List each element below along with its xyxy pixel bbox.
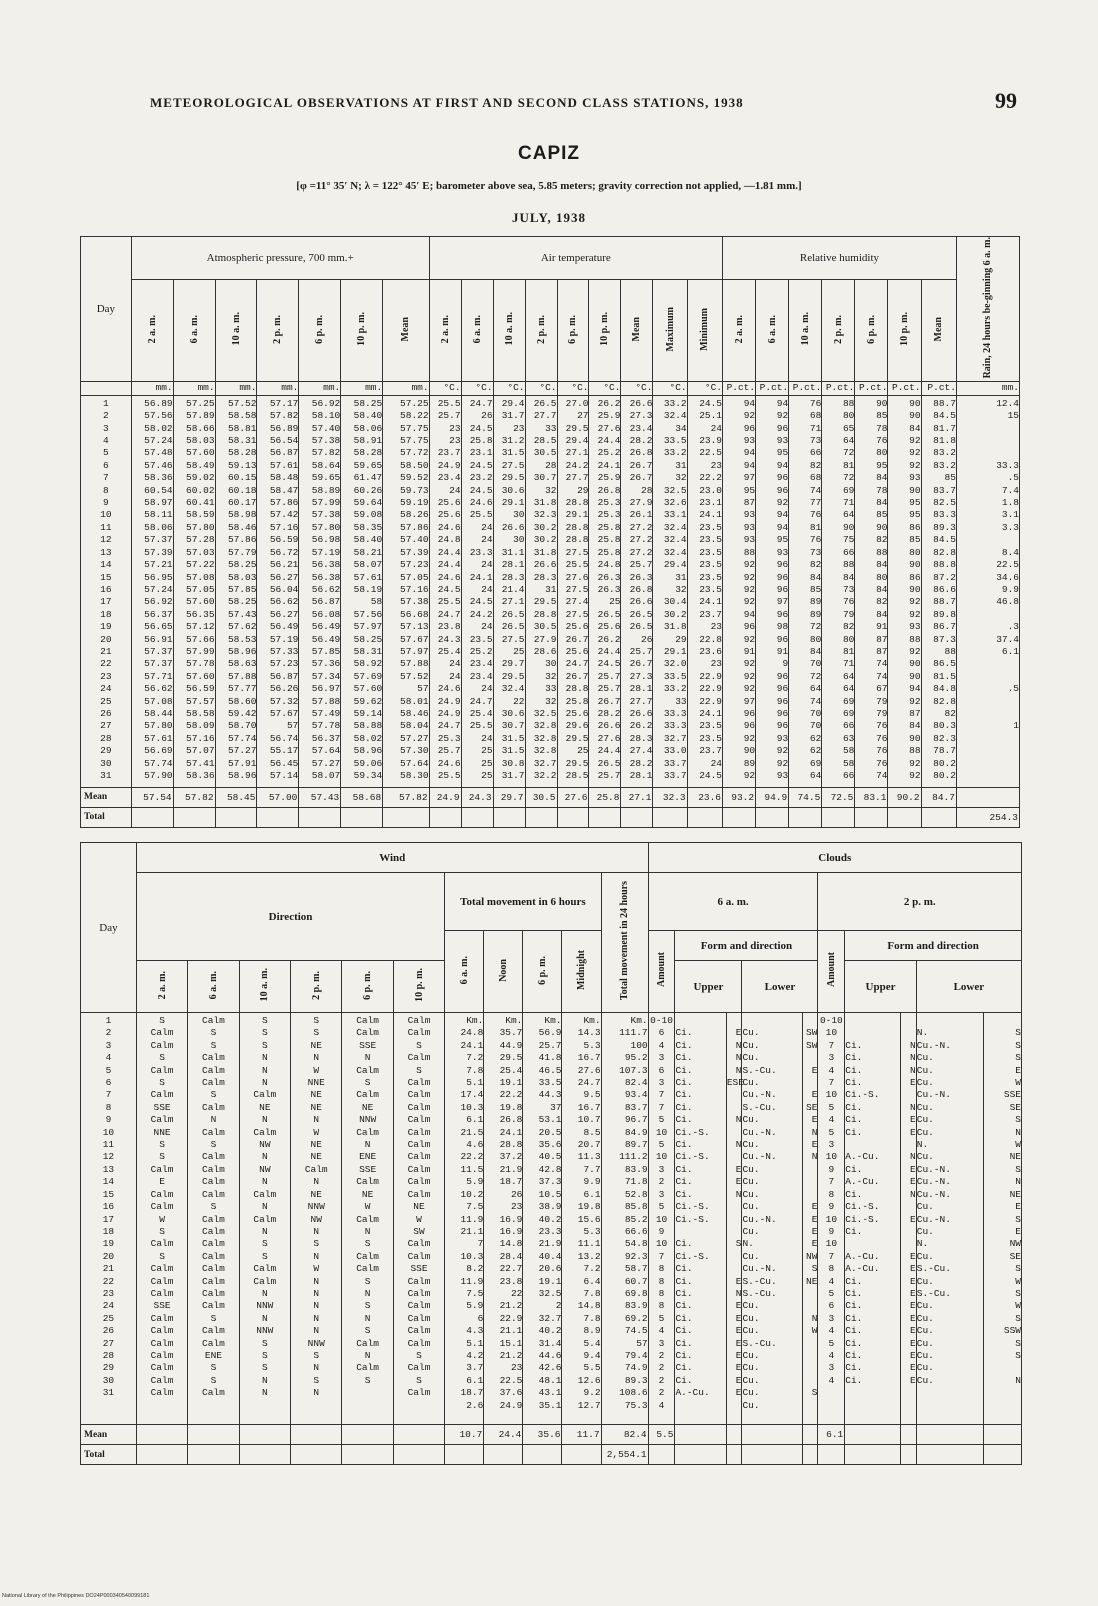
humidity-column: 90 85 78 76 80 95 84 78 84 85 90 82 88 84 80 84 82 84 91 87 87 74 74 67 79 79 76 76 76 76 74 — [855, 395, 888, 787]
mean-value: 93.2 — [723, 787, 756, 807]
mean-value: 29.7 — [493, 787, 525, 807]
mov-hour-header: 6 a. m. — [445, 931, 484, 1013]
mov-hour-header: 6 p. m. — [523, 931, 562, 1013]
dir-hour-header: 2 p. m. — [291, 961, 342, 1013]
mean-value: 83.1 — [855, 787, 888, 807]
unit-label: °C. — [687, 382, 722, 395]
mean-value: 58.45 — [215, 787, 257, 807]
pressure-hour-header: 2 a. m. — [131, 279, 173, 382]
pm2-header: 2 p. m. — [818, 873, 1022, 931]
wind-clouds-table — [80, 842, 1022, 1465]
am-amount-header: Amount — [648, 931, 675, 1013]
am-upper-header: Upper — [675, 961, 742, 1013]
temp-max-header: Maximum — [653, 279, 687, 382]
temp-mean-header: Mean — [621, 279, 653, 382]
humidity-mean-column: 88.7 84.5 81.7 81.8 83.2 83.2 85 83.7 82.5 83.3 89.3 84.5 82.8 88.8 87.2 86.6 88.7 89.8 86.7 87.3 88 86.5 81.5 84.8 82.8 82 80.3 82.3 78.7 80.2 80.2 — [921, 395, 956, 787]
unit-label: °C. — [653, 382, 687, 395]
unit-label: °C. — [461, 382, 493, 395]
rain-column: 12.4 15 33.3 .5 7.4 1.8 3.1 3.3 8.4 22.5 34.6 9.9 46.8 .3 37.4 6.1 .5 1 — [956, 395, 1019, 787]
humidity-column: 94 92 96 93 95 94 96 96 92 94 94 95 93 96 96 96 97 96 98 96 91 9 96 96 96 96 96 93 92 92 93 — [756, 395, 789, 787]
pressure-group-header: Atmospheric pressure, 700 mm.+ — [131, 237, 429, 280]
unit-label: mm. — [341, 382, 383, 395]
unit-label: mm. — [956, 382, 1019, 395]
wind-direction-column: S S S N N N Calm NE N Calm NW N NW N Calm N Calm N S S Calm Calm N NNW N NNW S S S N N — [239, 1013, 290, 1425]
pm-lower-dir-column: S S S E W SSE SE S N W NE S N NE E S E NW SE S W S W S SSW S S N — [1003, 1027, 1021, 1386]
dir-hour-header: 10 p. m. — [393, 961, 444, 1013]
mean-value: 74.5 — [789, 787, 822, 807]
pressure-mean-column: 57.25 58.22 57.75 57.75 57.72 58.50 59.52 59.73 59.19 58.26 57.86 57.40 57.39 57.23 57.05 57.16 57.38 56.68 57.13 57.67 57.97 57.88 57.52 57 58.01 58.46 58.04 57.27 57.30 57.64 58.30 — [383, 395, 429, 787]
mean-row-label: Mean — [81, 787, 132, 807]
mean-value: 27.6 — [557, 787, 589, 807]
mean-value: 32.3 — [653, 787, 687, 807]
unit-label: °C. — [589, 382, 621, 395]
movement-header: Total movement in 6 hours — [445, 873, 601, 931]
humidity-group-header: Relative humidity — [723, 237, 957, 280]
unit-label: Km. — [630, 1015, 648, 1026]
movement-total: 2,554.1 — [601, 1445, 648, 1465]
pressure-column: 57.52 58.58 58.81 58.31 58.28 59.13 60.15 60.18 60.17 58.98 58.46 57.86 57.79 58.25 58.03 57.85 58.25 57.43 57.62 58.53 58.96 58.63 57.88 57.77 58.60 59.42 58.70 57.74 57.27 57.91 58.96 — [215, 395, 257, 787]
station-name: CAPIZ — [518, 143, 580, 164]
dir-hour-header: 10 a. m. — [239, 961, 290, 1013]
mean-value: 57.82 — [383, 787, 429, 807]
pm-lower-header: Lower — [916, 961, 1021, 1013]
unit-label: P.ct. — [789, 382, 822, 395]
temp-hour-header: 10 a. m. — [493, 279, 525, 382]
am6-header: 6 a. m. — [648, 873, 818, 931]
running-title: METEOROLOGICAL OBSERVATIONS AT FIRST AND SECOND CLASS STATIONS, 1938 — [150, 95, 744, 110]
unit-label: P.ct. — [723, 382, 756, 395]
pressure-hour-header: 6 a. m. — [173, 279, 215, 382]
mov-hour-header: Midnight — [562, 931, 601, 1013]
wind-direction-column: S Calm Calm S Calm S Calm SSE Calm NNE S S Calm E Calm Calm W S Calm S Calm Calm Calm SSE Calm Calm Calm Calm Calm Calm Calm — [136, 1013, 187, 1425]
humidity-column: 94 92 96 93 94 94 97 95 87 93 93 93 88 92 92 92 92 94 96 92 91 92 92 92 97 96 96 92 90 89 92 — [723, 395, 756, 787]
mean-value: 57.00 — [257, 787, 299, 807]
mean-value: 24.9 — [429, 787, 461, 807]
wind-movement-column: 35.7 44.9 29.5 25.4 19.1 22.2 19.8 26.8 24.1 28.8 37.2 21.9 18.7 26 23 16.9 16.9 14.8 28.4 22.7 23.8 22 21.2 22.9 21.1 15.1 21.2 23 22.5 37.6 24.9 — [499, 1027, 523, 1411]
mean-value: 84.7 — [921, 787, 956, 807]
mean-value: 25.8 — [589, 787, 621, 807]
unit-label: mm. — [257, 382, 299, 395]
unit-label: P.ct. — [921, 382, 956, 395]
unit-label: Km. — [466, 1015, 484, 1026]
mean-value: 27.1 — [621, 787, 653, 807]
temperature-mean-column: 26.6 27.3 23.4 28.2 26.8 26.7 26.7 28 27.9 26.1 27.2 27.2 27.2 25.7 26.3 26.8 26.6 26.5 26.5 26 25.7 26.7 27.3 28.1 27.7 26.6 26.2 28.3 27.4 28.2 28.1 — [621, 395, 653, 787]
unit-label: P.ct. — [822, 382, 855, 395]
am-lower-form-column: Cu. Cu. Cu. S.-Cu. Cu. Cu.-N. S.-Cu. Cu. Cu.-N. Cu. Cu.-N. Cu. Cu. Cu. Cu. Cu.-N. Cu. N. Cu. Cu.-N. S.-Cu. S.-Cu. Cu. Cu. Cu. S.-Cu. Cu. Cu. Cu. Cu. Cu. — [742, 1027, 777, 1411]
unit-label: °C. — [525, 382, 557, 395]
pm-amount-column: 10 7 3 4 7 10 5 4 5 3 10 9 7 8 9 10 9 10 7 8 4 5 6 3 4 5 4 3 4 — [825, 1027, 838, 1386]
mean-value: 10.7 — [445, 1425, 484, 1445]
unit-label: mm. — [173, 382, 215, 395]
wind-direction-column: S S NE N W NNE NE NE N W NE NE Calm N NE NNW NW N S N W N N N N N NNW S N S N — [291, 1013, 342, 1425]
pressure-column: 57.25 57.89 58.66 58.03 57.60 58.49 59.02 60.02 60.41 58.59 57.80 57.28 57.03 57.22 57.08 57.05 57.60 56.35 57.12 57.66 57.99 57.78 57.60 56.59 57.57 58.58 58.09 57.16 57.07 57.41 58.36 — [173, 395, 215, 787]
day-column: 1 2 3 4 5 6 7 8 9 10 11 12 13 14 15 16 17 18 19 20 21 22 23 24 25 26 27 28 29 30 31 — [81, 395, 132, 787]
unit-label: °C. — [557, 382, 589, 395]
clouds-group-header: Clouds — [648, 843, 1021, 873]
mean-value: 72.5 — [822, 787, 855, 807]
am-form-header: Form and direction — [675, 931, 818, 961]
mean-value: 82.4 — [601, 1425, 648, 1445]
mean-value: 58.68 — [341, 787, 383, 807]
humidity-hour-header: 6 a. m. — [756, 279, 789, 382]
mean-value: 11.7 — [562, 1425, 601, 1445]
unit-label: °C. — [621, 382, 653, 395]
dir-hour-header: 6 a. m. — [188, 961, 239, 1013]
unit-label: Km. — [505, 1015, 523, 1026]
temperature-column: 29.4 31.7 23 31.2 31.5 27.5 29.5 30.6 29.1 30 26.6 30 31.1 28.1 28.3 21.4 27.1 26.5 26.5 27.5 25 29.7 29.5 32.4 22 30.6 30.7 31.5 31.5 30.8 31.7 — [493, 395, 525, 787]
mov-hour-header: Noon — [484, 931, 523, 1013]
wind-direction-column: Calm S S Calm Calm Calm S Calm N Calm S Calm Calm Calm Calm S Calm Calm Calm Calm Calm Calm Calm Calm S Calm Calm ENE S S Calm — [188, 1013, 239, 1425]
unit-label: Km. — [544, 1015, 562, 1026]
mean-value: 6.1 — [818, 1425, 845, 1445]
pressure-column: 57.17 57.82 56.89 56.54 56.87 57.61 58.48 58.47 57.86 57.42 57.16 56.59 56.72 56.21 56.27 56.04 56.62 56.27 56.49 57.19 57.33 57.23 56.87 56.26 57.32 57.67 57 56.74 55.17 56.45 57.14 — [257, 395, 299, 787]
unit-label: 0-10 — [650, 1015, 673, 1026]
mean-value: 23.6 — [687, 787, 722, 807]
pm-lower-form-column: N. Cu.-N. Cu. Cu. Cu. Cu.-N. Cu. Cu. Cu. N. Cu. Cu.-N. Cu.-N. Cu.-N. Cu. Cu.-N. Cu. N. Cu. S.-Cu. Cu. S.-Cu. Cu. Cu. Cu. Cu. Cu. Cu. Cu. — [916, 1027, 951, 1386]
unit-label: mm. — [215, 382, 257, 395]
wind-movement-column: 14.3 5.3 16.7 27.6 24.7 9.5 16.7 10.7 8.5 20.7 11.3 7.7 9.9 6.1 19.8 15.6 5.3 11.1 13.2 7.2 6.4 7.8 14.8 7.8 8.9 5.4 9.4 5.5 12.6 9.2 12.7 — [577, 1027, 601, 1411]
mean-value: 90.2 — [888, 787, 921, 807]
am-amount-column: 6 4 3 6 3 7 7 5 10 5 10 3 2 3 5 10 9 10 7 8 8 8 8 5 4 3 2 2 2 2 4 — [655, 1027, 668, 1411]
temp-hour-header: 10 p. m. — [589, 279, 621, 382]
day-header: Day — [81, 843, 137, 1013]
unit-label: Km. — [583, 1015, 601, 1026]
mean-value: 57.82 — [173, 787, 215, 807]
station-coordinates: [φ =11° 35′ N; λ = 122° 45′ E; barometer above sea, 5.85 meters; gravity correction not applied, —1.81 mm.] — [296, 180, 802, 192]
dir-hour-header: 2 a. m. — [136, 961, 187, 1013]
temperature-column: 24.7 26 24.5 25.8 23.1 24.5 23.2 24.5 24.6 25.5 24 24 23.3 24 24.1 24 24.5 24.2 24 23.5 25.2 23.4 23.4 24 24.7 25.4 25.5 24 25 25 25 — [461, 395, 493, 787]
pm-upper-dir-column: N N N E N E E N E E N E E E E E E E E E E E E — [910, 1039, 916, 1386]
temperature-column: 27.0 27 29.5 29.4 27.1 24.2 27.7 29 28.8 29.1 28.8 28.8 27.5 25.5 27.6 27.5 27.4 27.5 25.6 26.7 25.6 24.7 26.7 28.8 25.8 25.6 29.6 29.5 25 29.5 28.5 — [557, 395, 589, 787]
am-lower-header: Lower — [742, 961, 818, 1013]
unit-label: mm. — [383, 382, 429, 395]
humidity-hour-header: 2 p. m. — [822, 279, 855, 382]
wind-movement-column: 24.8 24.1 7.2 7.8 5.1 17.4 10.3 6.1 21.5 4.6 22.2 11.5 5.9 10.2 7.5 11.9 21.1 7 10.3 8.2 11.9 7.5 5.9 6 4.3 5.1 4.2 3.7 6.1 18.7 2.6 — [460, 1027, 484, 1411]
month-title: JULY, 1938 — [511, 210, 587, 225]
pressure-hour-header: 6 p. m. — [299, 279, 341, 382]
rain-header: Rain, 24 hours be-ginning 6 a. m. — [956, 237, 1019, 382]
temp-hour-header: 6 p. m. — [557, 279, 589, 382]
temp-hour-header: 2 p. m. — [525, 279, 557, 382]
mean-value: 24.3 — [461, 787, 493, 807]
wind-direction-column: Calm Calm S Calm S Calm Calm Calm Calm Calm Calm Calm Calm Calm Calm NE W SW Calm Calm SSE Calm Calm Calm Calm Calm Calm S Calm S Calm — [393, 1013, 444, 1425]
pm-upper-form-column: Ci. Ci. Ci. Ci. Ci.-S. Ci. Ci. Ci. A.-Cu. Ci. A.-Cu. Ci. Ci.-S. Ci.-S. Ci. A.-Cu. A.-Cu. Ci. Ci. Ci. Ci. Ci. Ci. Ci. Ci. Ci. — [845, 1039, 880, 1386]
dir-hour-header: 6 p. m. — [342, 961, 393, 1013]
temperature-column: 25.5 25.7 23 23 23.7 24.9 23.4 24 25.6 25.6 24.6 24.8 24.4 24.4 24.6 24.5 25.5 24.7 23.8 24.3 25.4 24 24 24.6 24.9 24.9 24.7 25.3 25.7 24.6 25.5 — [429, 395, 461, 787]
total-row-label: Total — [81, 1445, 137, 1465]
wind-direction-column: Calm Calm SSE N Calm S Calm NE NNW Calm N ENE SSE Calm NE W Calm N S Calm Calm S N S N S Calm N Calm S — [342, 1013, 393, 1425]
mean-value: 30.5 — [525, 787, 557, 807]
temp-hour-header: 2 a. m. — [429, 279, 461, 382]
humidity-hour-header: 2 a. m. — [723, 279, 756, 382]
day-header: Day — [81, 237, 132, 382]
unit-label: °C. — [429, 382, 461, 395]
pressure-column: 58.25 58.40 58.06 58.91 58.28 59.65 61.47 60.26 59.64 59.08 58.35 58.40 58.21 58.07 57.61 58.19 58 57.56 57.97 58.25 58.31 58.92 57.69 57.60 59.62 59.14 58.88 58.02 58.96 59.06 59.34 — [341, 395, 383, 787]
temp-hour-header: 6 a. m. — [461, 279, 493, 382]
temperature-column: 26.5 27.7 33 28.5 30.5 28 30.7 32 31.8 32.3 30.2 30.2 31.8 26.6 28.3 31 29.5 28.8 30.5 27.9 28.6 30 32 33 32 32.5 32.8 32.8 32.8 32.7 32.2 — [525, 395, 557, 787]
humidity-hour-header: 6 p. m. — [855, 279, 888, 382]
unit-label: P.ct. — [756, 382, 789, 395]
temperature-group-header: Air temperature — [429, 237, 722, 280]
unit-label: °C. — [493, 382, 525, 395]
day-column: 1 2 3 4 5 6 7 8 9 10 11 12 13 14 15 16 17 18 19 20 21 22 23 24 25 26 27 28 29 30 31 — [81, 1013, 137, 1425]
page-number: 99 — [995, 88, 1017, 113]
mean-row-label: Mean — [81, 1425, 137, 1445]
humidity-column: 76 68 71 73 66 82 68 74 77 76 81 76 73 82 84 85 89 89 72 80 84 70 72 64 74 70 70 62 62 69 64 — [789, 395, 822, 787]
total-row-label: Total — [81, 807, 132, 827]
mean-value: 5.5 — [648, 1425, 675, 1445]
mean-value: 94.9 — [756, 787, 789, 807]
pressure-hour-header: 2 p. m. — [257, 279, 299, 382]
mean-value: 24.4 — [484, 1425, 523, 1445]
wind-movement24-column: 111.7 100 95.2 107.3 82.4 93.4 83.7 96.7 84.9 89.7 111.2 83.9 71.8 52.8 85.8 85.2 66.6 54.8 92.3 58.7 60.7 69.8 83.9 69.2 74.5 57 79.4 74.9 89.3 108.6 75.3 — [619, 1027, 648, 1411]
pressure-temp-humidity-table — [80, 236, 1020, 828]
temp-min-header: Minimum — [687, 279, 722, 382]
am-lower-dir-column: SW SW E E SE E N E N E E E E NW S NE N W S — [806, 1027, 818, 1399]
pressure-column: 56.92 58.10 57.40 57.38 57.82 58.64 59.65 58.89 57.99 57.38 57.80 56.98 57.19 56.38 56.38 56.62 56.87 56.08 56.49 56.49 57.85 57.36 57.34 56.97 57.88 57.49 57.78 56.37 57.64 57.27 58.07 — [299, 395, 341, 787]
pressure-hour-header: 10 p. m. — [341, 279, 383, 382]
humidity-hour-header: 10 p. m. — [888, 279, 921, 382]
pm-amount-header: Amount — [818, 931, 845, 1013]
pressure-mean-header: Mean — [383, 279, 429, 382]
temperature-min-column: 24.5 25.1 24 23.9 22.5 23 22.2 23.0 23.1 24.1 23.5 23.5 23.5 23.5 23.5 23.5 24.1 23.7 23 22.8 23.6 23 22.9 22.9 22.9 24.1 23.5 23.5 23.7 24 24.5 — [687, 395, 722, 787]
mean-value: 35.6 — [523, 1425, 562, 1445]
wind-movement-column: 56.9 25.7 41.8 46.5 33.5 44.3 37 53.1 20.5 35.6 40.5 42.8 37.3 10.5 38.9 40.2 23.3 21.9 40.4 20.6 19.1 32.5 2 32.7 40.2 31.4 44.6 42.6 48.1 43.1 35.1 — [538, 1027, 562, 1411]
unit-label: mm. — [131, 382, 173, 395]
pressure-column: 56.89 57.56 58.02 57.24 57.48 57.46 58.36 60.54 58.97 58.11 58.06 57.37 57.39 57.21 56.95 57.24 56.92 56.37 56.65 56.91 57.37 57.37 57.71 56.62 57.08 58.44 57.80 57.61 56.69 57.74 57.90 — [131, 395, 173, 787]
pm-form-header: Form and direction — [845, 931, 1022, 961]
mean-value: 57.54 — [131, 787, 173, 807]
unit-label: P.ct. — [888, 382, 921, 395]
unit-label: mm. — [299, 382, 341, 395]
mean-value: 57.43 — [299, 787, 341, 807]
humidity-mean-header: Mean — [921, 279, 956, 382]
temperature-max-column: 33.2 32.4 34 33.5 33.2 31 32 32.5 32.6 33.1 32.4 32.4 32.4 29.4 31 32 30.4 30.2 31.8 29 29.1 32.0 33.5 33.2 33 33.3 33.3 32.7 33.0 33.7 33.7 — [653, 395, 687, 787]
wind-group-header: Wind — [136, 843, 648, 873]
direction-header: Direction — [136, 873, 444, 961]
scan-footer: National Library of the Philippines DO24P000340540099181 — [2, 1593, 150, 1599]
pressure-hour-header: 10 a. m. — [215, 279, 257, 382]
unit-label: 0-10 — [819, 1015, 843, 1026]
humidity-column: 88 80 65 64 72 81 72 69 71 64 90 75 66 88 84 73 76 79 82 80 81 71 64 64 69 69 66 63 58 58 66 — [822, 395, 855, 787]
unit-label: P.ct. — [855, 382, 888, 395]
am-upper-form-column: Ci. Ci. Ci. Ci. Ci. Ci. Ci. Ci. Ci.-S. Ci. Ci.-S. Ci. Ci. Ci. Ci.-S. Ci.-S. Ci. Ci.-S. Ci. Ci. Ci. Ci. Ci. Ci. Ci. Ci. Ci. Ci. A.-Cu. — [675, 1027, 710, 1399]
rain-total: 254.3 — [956, 807, 1019, 827]
am-upper-dir-column: E N N N ESE N N E E N S E N E E E E E E E E — [726, 1027, 744, 1399]
humidity-column: 90 90 84 92 92 92 93 90 95 95 86 85 80 90 86 90 92 92 93 88 92 90 90 94 92 87 84 90 88 92 92 — [888, 395, 921, 787]
movement24-header: Total movement in 24 hours — [601, 873, 648, 1013]
pm-upper-header: Upper — [845, 961, 917, 1013]
humidity-hour-header: 10 a. m. — [789, 279, 822, 382]
temperature-column: 26.2 25.9 27.6 24.4 25.2 24.1 25.9 26.8 25.3 25.3 25.8 25.8 25.8 24.8 26.3 26.3 25 26.5 25.6 26.2 24.4 24.5 25.7 25.7 26.7 28.2 26.6 27.6 24.4 26.5 25.7 — [589, 395, 621, 787]
